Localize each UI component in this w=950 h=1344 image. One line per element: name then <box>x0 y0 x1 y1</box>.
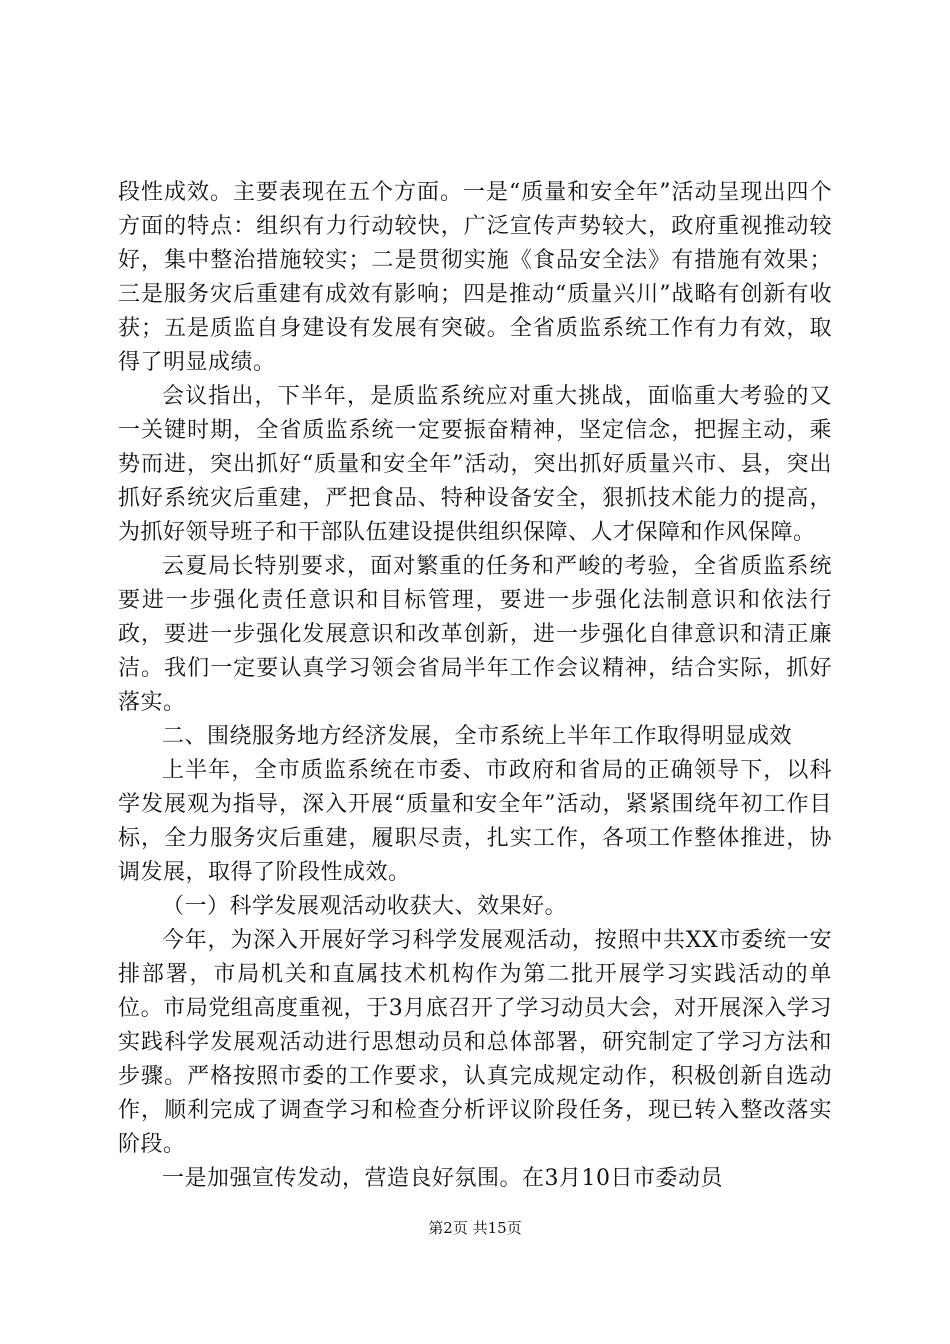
paragraph-study-activity: 今年，为深入开展好学习科学发展观活动，按照中共XX市委统一安排部署，市局机关和直属技术机构作为第二批开展学习实践活动的单位。市局党组高度重视，于3月底召开了学习动员大会，对开展深入学习实践科学发展观活动进行思想动员和总体部署，研究制定了学习方法和步骤。严格按照市委的工作要求，认真完成规定动作，积极创新自选动作，顺利完成了调查学习和检查分析评议阶段任务，现已转入整改落实阶段。 <box>118 928 832 1157</box>
section-heading: 二、围绕服务地方经济发展，全市系统上半年工作取得明显成效 <box>162 724 793 749</box>
page-number: 第2页 共15页 <box>428 1219 522 1237</box>
document-body <box>118 176 832 1196</box>
paragraph-meeting-points: 会议指出，下半年，是质监系统应对重大挑战，面临重大考验的又一关键时期，全省质监系统一定要振奋精神，坚定信念，把握主动，乘势而进，突出抓好“质量和安全年”活动，突出抓好质量兴市、县，突出抓好系统灾后重建，严把食品、特种设备安全，狠抓技术能力的提高，为抓好领导班子和干部队伍建设提供组织保障、人才保障和作风保障。 <box>118 384 832 545</box>
paragraph-director-requirements: 云夏局长特别要求，面对繁重的任务和严峻的考验，全省质监系统要进一步强化责任意识和目标管理，要进一步强化法制意识和依法行政，要进一步强化发展意识和改革创新，进一步强化自律意识和清正廉洁。我们一定要认真学习领会省局半年工作会议精神，结合实际，抓好落实。 <box>118 554 832 715</box>
paragraph-first-half-summary: 上半年，全市质监系统在市委、市政府和省局的正确领导下，以科学发展观为指导，深入开展“质量和安全年”活动，紧紧围绕年初工作目标，全力服务灾后重建，履职尽责，扎实工作，各项工作整体推进，协调发展，取得了阶段性成效。 <box>118 758 832 885</box>
paragraph-continuation: 段性成效。主要表现在五个方面。一是“质量和安全年”活动呈现出四个方面的特点：组织有力行动较快，广泛宣传声势较大，政府重视推动较好，集中整治措施较实；二是贯彻实施《食品安全法》有措施有效果；三是服务灾后重建有成效有影响；四是推动“质量兴川”战略有创新有收获；五是质监自身建设有发展有突破。全省质监系统工作有力有效，取得了明显成绩。 <box>118 180 832 375</box>
subsection-heading: （一）科学发展观活动收获大、效果好。 <box>162 894 568 919</box>
paragraph-publicity: 一是加强宣传发动，营造良好氛围。在3月10日市委动员 <box>162 1166 723 1191</box>
